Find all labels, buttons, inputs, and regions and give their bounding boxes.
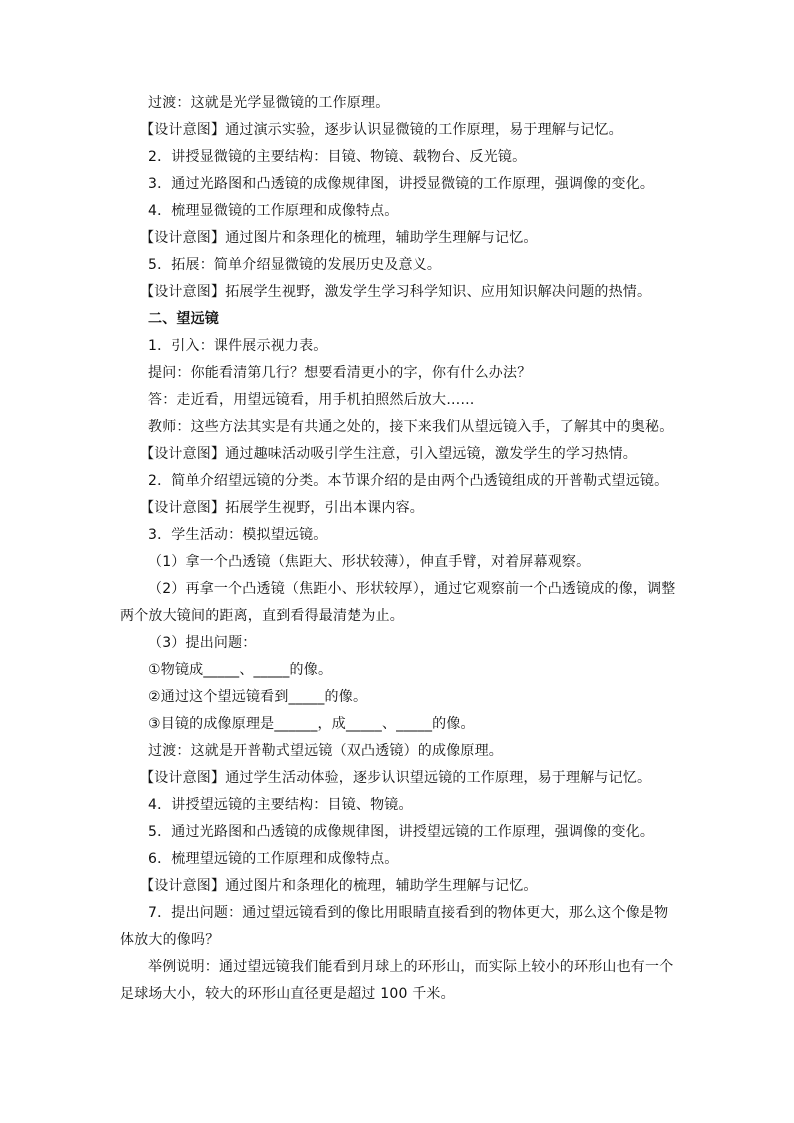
activity-step: （3）提出问题： xyxy=(148,635,257,651)
section-heading: 二、望远镜 xyxy=(148,311,219,327)
activity-step: （2）再拿一个凸透镜（焦距小、形状较厚），通过它观察前一个凸透镜成的像，调整两个放大镜间的距离，直到看得最清楚为止。 xyxy=(120,581,676,624)
paragraph: 1．引入：课件展示视力表。 xyxy=(148,338,328,354)
design-intent-paragraph: 【设计意图】通过图片和条理化的梳理，辅助学生理解与记忆。 xyxy=(140,230,538,246)
paragraph: 过渡：这就是光学显微镜的工作原理。 xyxy=(148,95,390,111)
paragraph: 提问：你能看清第几行？想要看清更小的字，你有什么办法？ xyxy=(148,365,532,381)
paragraph: 4．讲授望远镜的主要结构：目镜、物镜。 xyxy=(148,797,413,813)
question-item: ①物镜成_____、_____的像。 xyxy=(148,662,333,678)
paragraph: 答：走近看，用望远镜看，用手机拍照然后放大…… xyxy=(148,392,475,408)
paragraph: 举例说明：通过望远镜我们能看到月球上的环形山，而实际上较小的环形山也有一个足球场大小，较大的环形山直径更是超过 100 千米。 xyxy=(120,959,674,1002)
design-intent-paragraph: 【设计意图】通过趣味活动吸引学生注意，引入望远镜，激发学生的学习热情。 xyxy=(140,446,637,462)
design-intent-paragraph: 【设计意图】通过图片和条理化的梳理，辅助学生理解与记忆。 xyxy=(140,878,538,894)
question-item: ③目镜的成像原理是______，成_____、_____的像。 xyxy=(148,716,475,732)
paragraph: 3．学生活动：模拟望远镜。 xyxy=(148,527,328,543)
paragraph: 5．拓展：简单介绍显微镜的发展历史及意义。 xyxy=(148,257,442,273)
paragraph: 6．梳理望远镜的工作原理和成像特点。 xyxy=(148,851,399,867)
design-intent-paragraph: 【设计意图】通过演示实验，逐步认识显微镜的工作原理，易于理解与记忆。 xyxy=(140,122,623,138)
question-item: ②通过这个望远镜看到_____的像。 xyxy=(148,689,368,705)
activity-step: （1）拿一个凸透镜（焦距大、形状较薄），伸直手臂，对着屏幕观察。 xyxy=(148,554,591,570)
design-intent-paragraph: 【设计意图】通过学生活动体验，逐步认识望远镜的工作原理，易于理解与记忆。 xyxy=(140,770,652,786)
paragraph: 7．提出问题：通过望远镜看到的像比用眼睛直接看到的物体更大，那么这个像是物体放大的像吗？ xyxy=(120,905,669,948)
paragraph: 5．通过光路图和凸透镜的成像规律图，讲授望远镜的工作原理，强调像的变化。 xyxy=(148,824,655,840)
paragraph: 4．梳理显微镜的工作原理和成像特点。 xyxy=(148,203,399,219)
paragraph: 2．简单介绍望远镜的分类。本节课介绍的是由两个凸透镜组成的开普勒式望远镜。 xyxy=(148,473,669,489)
paragraph: 教师：这些方法其实是有共通之处的，接下来我们从望远镜入手，了解其中的奥秘。 xyxy=(148,419,674,435)
design-intent-paragraph: 【设计意图】拓展学生视野，引出本课内容。 xyxy=(140,500,424,516)
paragraph: 3．通过光路图和凸透镜的成像规律图，讲授显微镜的工作原理，强调像的变化。 xyxy=(148,176,655,192)
paragraph: 过渡：这就是开普勒式望远镜（双凸透镜）的成像原理。 xyxy=(148,743,503,759)
document-body xyxy=(120,90,680,1008)
paragraph: 2．讲授显微镜的主要结构：目镜、物镜、载物台、反光镜。 xyxy=(148,149,527,165)
design-intent-paragraph: 【设计意图】拓展学生视野，激发学生学习科学知识、应用知识解决问题的热情。 xyxy=(140,284,652,300)
